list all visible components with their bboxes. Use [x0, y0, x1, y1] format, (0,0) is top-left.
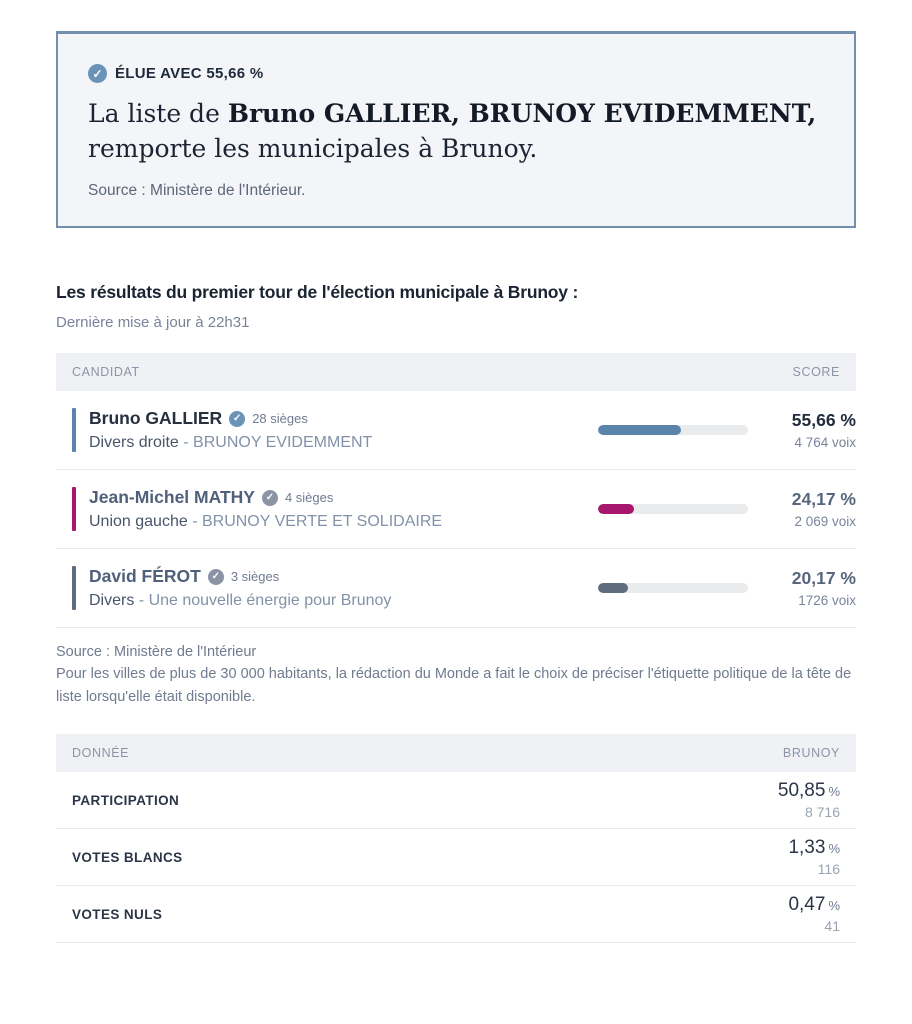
candidates-table [56, 353, 856, 628]
candidate-party-line [89, 513, 588, 531]
candidate-row [56, 470, 856, 549]
stat-values [788, 894, 840, 934]
methodology-note: Pour les villes de plus de 30 000 habitants, la rédaction du Monde a fait le choix de préciser l'étiquette politique de la tête de liste lorsqu'elle était disponible. [56, 666, 852, 705]
elected-check-icon: ✓ [229, 411, 245, 427]
stat-values [778, 780, 840, 820]
stat-label: VOTES BLANCS [72, 849, 183, 865]
score-percent: 24,17 % [791, 489, 856, 509]
candidate-party-line [89, 434, 588, 452]
stat-label: VOTES NULS [72, 906, 163, 922]
party-label: Divers [89, 592, 135, 609]
winner-badge-row [88, 64, 824, 83]
score-votes: 2 069 voix [794, 514, 856, 529]
party-color-bar [72, 566, 76, 610]
turnout-table [56, 734, 856, 943]
candidate-info [89, 408, 588, 452]
seats-count: 3 sièges [230, 569, 280, 584]
score-votes: 1726 voix [798, 593, 856, 608]
stat-row [56, 772, 856, 829]
winner-banner [56, 31, 856, 228]
last-updated: Dernière mise à jour à 22h31 [56, 314, 250, 331]
stat-percent-unit: % [828, 784, 840, 800]
check-circle-icon: ✓ [88, 64, 107, 83]
stat-count: 8 716 [804, 804, 840, 821]
stat-percent: 50,85 [777, 780, 826, 802]
score-bar-fill [598, 504, 634, 514]
list-name: Une nouvelle énergie pour Brunoy [148, 592, 392, 609]
list-name: BRUNOY EVIDEMMENT [193, 434, 373, 451]
stat-percent: 0,47 [788, 894, 826, 916]
party-separator: - [134, 592, 149, 609]
elected-check-icon: ✓ [262, 490, 278, 506]
candidate-row [56, 549, 856, 628]
score-bar-fill [598, 583, 628, 593]
candidates-table-header [56, 353, 856, 391]
party-color-bar [72, 487, 76, 531]
score-bar-track [598, 504, 748, 514]
score-percent: 55,66 % [791, 410, 856, 430]
stat-percent-unit: % [828, 898, 840, 914]
banner-source: Source : Ministère de l'Intérieur. [88, 182, 306, 199]
party-separator: - [187, 513, 202, 530]
candidate-name: Jean-Michel MATHY [89, 487, 255, 507]
score-bar-fill [598, 425, 681, 435]
stat-count: 41 [824, 918, 840, 935]
elected-check-icon: ✓ [208, 569, 224, 585]
winner-badge-label: ÉLUE AVEC 55,66 % [115, 65, 264, 82]
candidate-row [56, 391, 856, 470]
stat-percent: 1,33 [788, 837, 826, 859]
list-name: BRUNOY VERTE ET SOLIDAIRE [201, 513, 443, 530]
seats-count: 4 sièges [284, 490, 334, 505]
candidate-info [89, 487, 588, 531]
score-block [748, 410, 856, 450]
score-block [748, 568, 856, 608]
column-candidate: CANDIDAT [72, 365, 140, 379]
turnout-table-header [56, 734, 856, 772]
winner-headline [88, 97, 824, 166]
candidate-party-line [89, 592, 588, 610]
stat-row [56, 886, 856, 943]
column-city: BRUNOY [782, 746, 840, 761]
score-bar-track [598, 425, 748, 435]
column-data: DONNÉE [72, 746, 130, 761]
score-bar-track [598, 583, 748, 593]
table-source-note [56, 641, 856, 708]
column-score: SCORE [792, 365, 840, 379]
party-color-bar [72, 408, 76, 452]
candidate-name: Bruno GALLIER [89, 408, 223, 428]
source-line: Source : Ministère de l'Intérieur [56, 644, 257, 660]
headline-suffix: remporte les municipales à Brunoy. [88, 133, 538, 163]
stat-percent-unit: % [828, 841, 840, 857]
party-label: Union gauche [89, 513, 188, 530]
headline-prefix: La liste de [88, 99, 228, 128]
party-label: Divers droite [89, 434, 179, 451]
results-heading: Les résultats du premier tour de l'élection municipale à Brunoy : [56, 282, 579, 302]
party-separator: - [178, 434, 194, 451]
seats-count: 28 sièges [252, 411, 308, 426]
stat-label: PARTICIPATION [72, 792, 180, 808]
candidate-name: David FÉROT [89, 566, 201, 586]
stat-values [788, 837, 840, 877]
stat-count: 116 [817, 861, 840, 878]
score-votes: 4 764 voix [794, 435, 856, 450]
score-percent: 20,17 % [791, 568, 856, 588]
candidate-info [89, 566, 588, 610]
score-block [748, 489, 856, 529]
headline-winner-name: Bruno GALLIER, BRUNOY EVIDEMMENT, [227, 99, 817, 128]
stat-row [56, 829, 856, 886]
